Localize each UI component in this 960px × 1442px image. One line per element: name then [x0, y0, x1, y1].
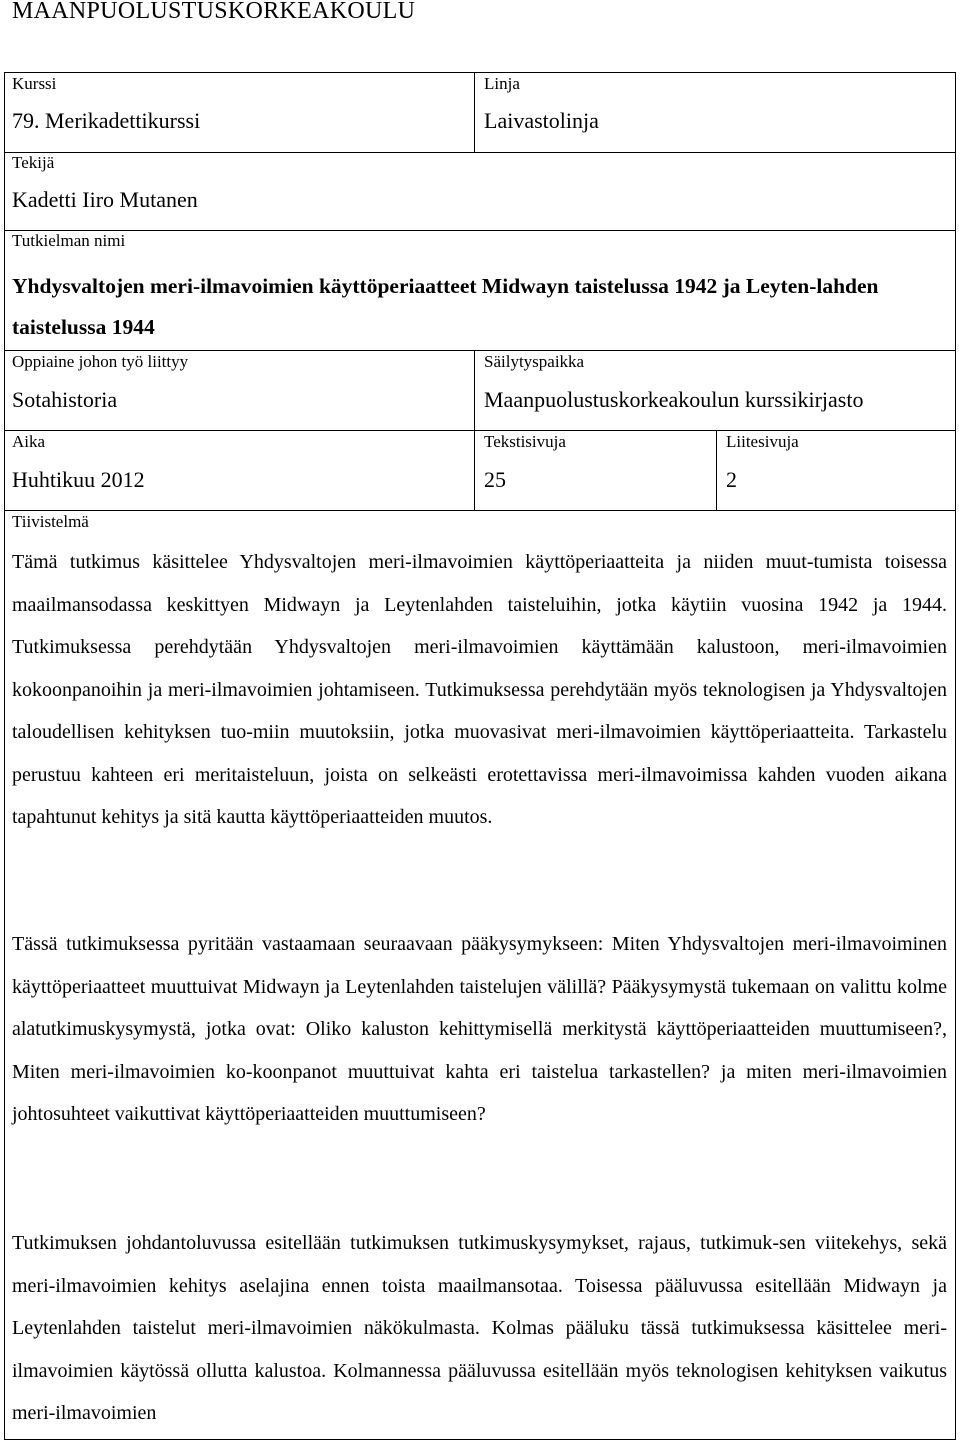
date-label: Aika	[12, 432, 46, 451]
thesis-title-label: Tutkielman nimi	[12, 231, 126, 250]
row-divider	[4, 152, 956, 153]
appendix-pages-label: Liitesivuja	[726, 432, 799, 451]
row-divider	[4, 430, 956, 431]
text-pages-value: 25	[484, 467, 506, 492]
abstract-label: Tiivistelmä	[12, 512, 89, 531]
row-divider	[4, 510, 956, 511]
column-divider	[716, 430, 717, 510]
appendix-pages-value: 2	[726, 467, 737, 492]
row-divider	[4, 350, 956, 351]
line-label: Linja	[484, 74, 520, 93]
storage-value: Maanpuolustuskorkeakoulun kurssikirjasto	[484, 387, 864, 412]
author-label: Tekijä	[12, 153, 55, 172]
line-value: Laivastolinja	[484, 108, 599, 133]
abstract-paragraph-2: Tässä tutkimuksessa pyritään vastaamaan seuraavaan pääkysymykseen: Miten Yhdysvaltojen meri-ilmavoiminen käyttöperiaatteet muuttuivat Midwayn ja Leytenlahden taistelujen välillä? Pääkysymystä tukemaan on valittu kolme alatutkimuskysymystä, jotka ovat: Oliko kaluston kehittymisellä merkitystä käyttöperiaatteiden muuttumiseen?, Miten meri-ilmavoimien ko-koonpanot muuttuivat kahta eri taistelua tarkastellen? ja miten meri-ilmavoimien johtosuhteet vaikuttivat käyttöperiaatteiden muuttumiseen?	[12, 933, 947, 1125]
row-divider	[4, 230, 956, 231]
author-value: Kadetti Iiro Mutanen	[12, 187, 198, 212]
thesis-title: Yhdysvaltojen meri-ilmavoimien käyttöperiaatteet Midwayn taistelussa 1942 ja Leyten-lahden taistelussa 1944	[12, 274, 879, 339]
date-value: Huhtikuu 2012	[12, 467, 145, 492]
course-value: 79. Merikadettikurssi	[12, 108, 201, 133]
subject-label: Oppiaine johon työ liittyy	[12, 352, 189, 371]
column-divider	[474, 350, 475, 510]
abstract-paragraph-1: Tämä tutkimus käsittelee Yhdysvaltojen meri-ilmavoimien käyttöperiaatteita ja niiden muut-tumista toisessa maailmansodassa keskittyen Midwayn ja Leytenlahden taisteluihin, jotka käytiin vuosina 1942 ja 1944. Tutkimuksessa perehdytään Yhdysvaltojen meri-ilmavoimien käyttämään kalustoon, meri-ilmavoimien kokoonpanoihin ja meri-ilmavoimien johtamiseen. Tutkimuksessa perehdytään myös teknologisen ja Yhdysvaltojen taloudellisen kehityksen tuo-miin muutoksiin, jotka muovasivat meri-ilmavoimien käyttöperiaatteita. Tarkastelu perustuu kahteen eri meritaisteluun, joista on selkeästi erotettavissa meri-ilmavoimissa kahden vuoden aikana tapahtunut kehitys ja sitä kautta käyttöperiaatteiden muutos.	[12, 551, 947, 828]
storage-label: Säilytyspaikka	[484, 352, 585, 371]
abstract-paragraph-3: Tutkimuksen johdantoluvussa esitellään tutkimuksen tutkimuskysymykset, rajaus, tutkimuk-sen viitekehys, sekä meri-ilmavoimien kehitys aselajina ennen toista maailmansotaa. Toisessa pääluvussa esitellään Midwayn ja Leytenlahden taistelut meri-ilmavoimien näkökulmasta. Kolmas pääluku tässä tutkimuksessa käsittelee meri-ilmavoimien käytössä ollutta kalustoa. Kolmannessa pääluvussa esitellään myös teknologisen kehityksen vaikutus meri-ilmavoimien	[12, 1232, 947, 1424]
subject-value: Sotahistoria	[12, 387, 118, 412]
organization-name: MAANPUOLUSTUSKORKEAKOULU	[12, 0, 416, 24]
text-pages-label: Tekstisivuja	[484, 432, 566, 451]
column-divider	[474, 72, 475, 152]
course-label: Kurssi	[12, 74, 57, 93]
